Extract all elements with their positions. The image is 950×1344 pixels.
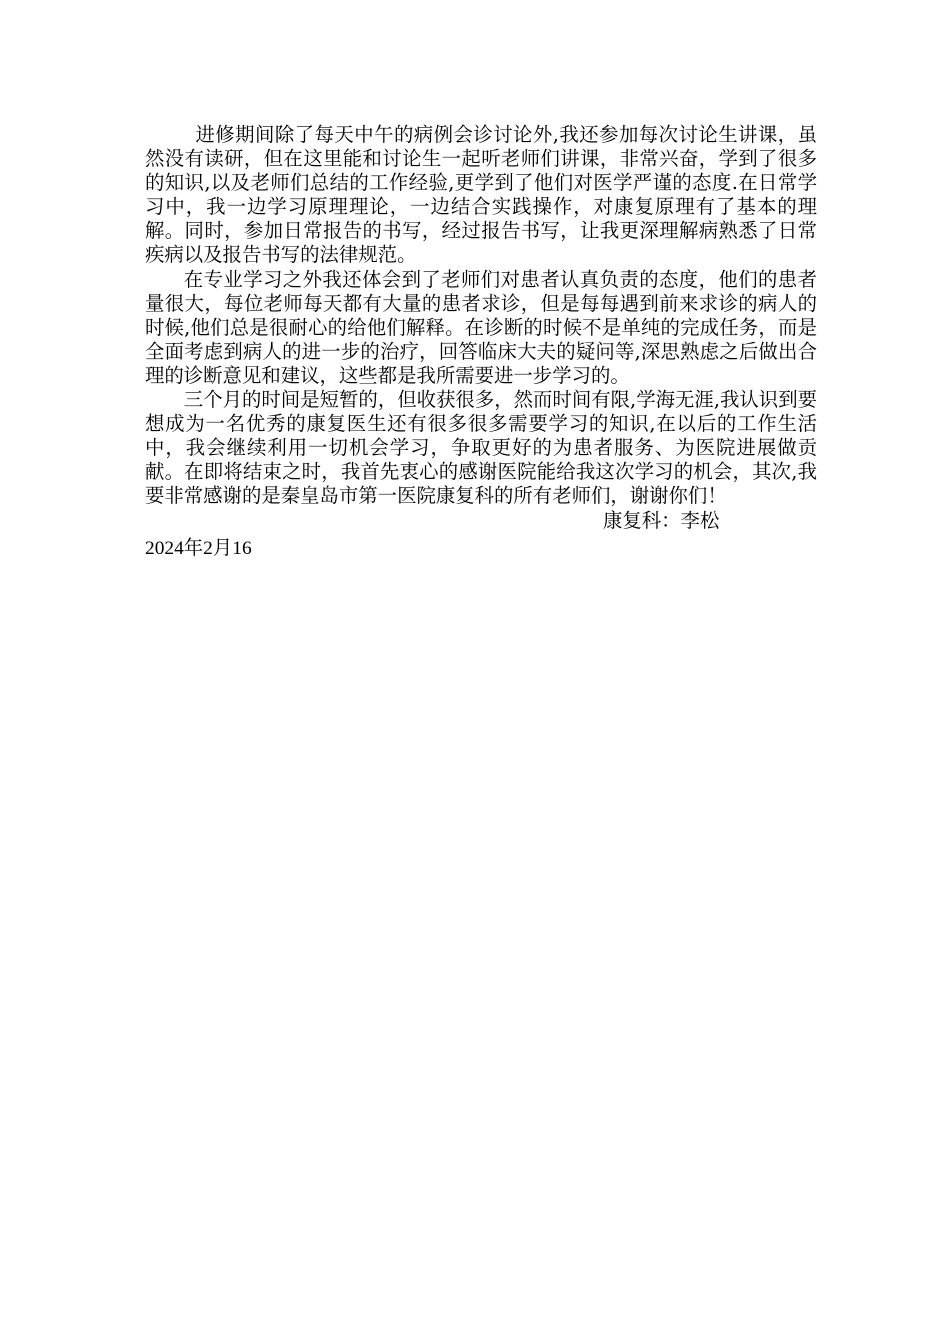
paragraph-study-activities: 进修期间除了每天中午的病例会诊讨论外,我还参加每次讨论生讲课，虽然没有读研，但在这里能和讨论生一起听老师们讲课，非常兴奋，学到了很多的知识,以及老师们总结的工作经验,更学到了他们对医学严谨的态度.在日常学习中，我一边学习原理理论，一边结合实践操作，对康复原理有了基本的理解。同时，参加日常报告的书写，经过报告书写，让我更深理解病熟悉了日常疾病以及报告书写的法律规范。 xyxy=(145,123,817,267)
date-line: 2024年2月16 xyxy=(145,537,252,559)
paragraph-teacher-attitude: 在专业学习之外我还体会到了老师们对患者认真负责的态度，他们的患者量很大，每位老师每天都有大量的患者求诊，但是每每遇到前来求诊的病人的时候,他们总是很耐心的给他们解释。在诊断的时候不是单纯的完成任务，而是全面考虑到病人的进一步的治疗，回答临床大夫的疑问等,深思熟虑之后做出合理的诊断意见和建议，这些都是我所需要进一步学习的。 xyxy=(145,267,817,387)
document-body xyxy=(145,123,817,561)
signature-line: 康复科：李松 xyxy=(603,508,720,532)
paragraph-conclusion-thanks: 三个月的时间是短暂的，但收获很多，然而时间有限,学海无涯,我认识到要想成为一名优秀的康复医生还有很多很多需要学习的知识,在以后的工作生活中，我会继续利用一切机会学习，争取更好的为患者服务、为医院进展做贡献。在即将结束之时，我首先衷心的感谢医院能给我这次学习的机会，其次,我要非常感谢的是秦皇岛市第一医院康复科的所有老师们，谢谢你们！ xyxy=(145,388,817,508)
